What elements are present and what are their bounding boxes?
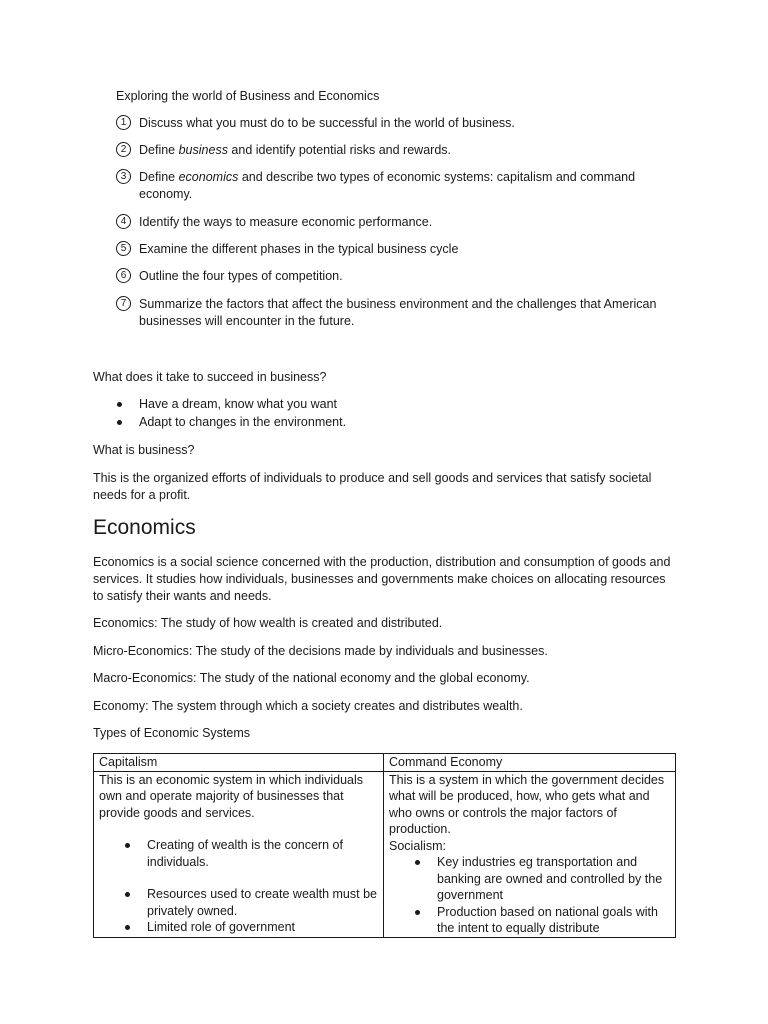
list-item: Production based on national goals with the intent to equally distribute xyxy=(389,904,670,937)
objective-number: 3 xyxy=(116,169,131,184)
command-bullets xyxy=(389,854,670,937)
table-row xyxy=(94,771,676,937)
economics-heading: Economics xyxy=(93,516,196,539)
objective-text: Outline the four types of competition. xyxy=(139,269,343,283)
objective-item xyxy=(116,296,676,330)
objective-text: Summarize the factors that affect the business environment and the challenges that American businesses will encounter in the future. xyxy=(139,297,657,328)
objective-text: Identify the ways to measure economic performance. xyxy=(139,215,433,229)
list-item: Resources used to create wealth must be privately owned. xyxy=(99,886,378,919)
objective-number: 2 xyxy=(116,142,131,157)
objective-item xyxy=(116,241,676,258)
table-header-row xyxy=(94,754,676,772)
objective-number: 5 xyxy=(116,241,131,256)
objectives-title: Exploring the world of Business and Economics xyxy=(116,89,380,103)
objective-item xyxy=(116,268,676,285)
objective-number: 6 xyxy=(116,268,131,283)
types-label: Types of Economic Systems xyxy=(93,726,251,740)
objective-text: Define economics and describe two types of economic systems: capitalism and command economy. xyxy=(139,170,636,201)
objective-text: Discuss what you must do to be successful in the world of business. xyxy=(139,116,515,130)
economic-systems-table xyxy=(93,753,676,938)
socialism-label: Socialism: xyxy=(389,838,446,853)
objective-item xyxy=(116,169,676,203)
header-capitalism: Capitalism xyxy=(94,754,384,772)
list-item: Creating of wealth is the concern of individuals. xyxy=(99,837,378,870)
list-item: Adapt to changes in the environment. xyxy=(93,414,346,432)
objective-item xyxy=(116,142,676,159)
list-item: Key industries eg transportation and banking are owned and controlled by the government xyxy=(389,854,670,904)
economics-intro: Economics is a social science concerned with the production, distribution and consumption of goods and services. It studies how individuals, businesses and governments make choices on allocating resources to satisfy their wants and needs. xyxy=(93,555,671,603)
definition-economy: Economy: The system through which a society creates and distributes wealth. xyxy=(93,699,523,713)
objective-text: Define business and identify potential risks and rewards. xyxy=(139,143,451,157)
definition-economics: Economics: The study of how wealth is created and distributed. xyxy=(93,616,443,630)
succeed-question: What does it take to succeed in business? xyxy=(93,370,327,384)
list-item: Limited role of government xyxy=(99,919,378,936)
command-description: This is a system in which the government decides what will be produced, how, who gets what and who owns or controls the major factors of production. xyxy=(389,772,665,836)
objective-number: 7 xyxy=(116,296,131,311)
list-item: Have a dream, know what you want xyxy=(93,396,346,414)
definition-micro-economics: Micro-Economics: The study of the decisions made by individuals and businesses. xyxy=(93,644,548,658)
business-question: What is business? xyxy=(93,443,195,457)
objective-number: 1 xyxy=(116,115,131,130)
capitalism-description: This is an economic system in which individuals own and operate majority of businesses that provide goods and services. xyxy=(99,772,363,820)
capitalism-cell xyxy=(94,771,384,937)
objective-item xyxy=(116,214,676,231)
business-answer: This is the organized efforts of individuals to produce and sell goods and services that satisfy societal needs for a profit. xyxy=(93,471,652,502)
header-command-economy: Command Economy xyxy=(384,754,676,772)
succeed-bullet-list xyxy=(93,396,346,432)
objective-text: Examine the different phases in the typical business cycle xyxy=(139,242,459,256)
objective-number: 4 xyxy=(116,214,131,229)
capitalism-bullets xyxy=(99,837,378,936)
objective-item xyxy=(116,115,676,132)
command-economy-cell xyxy=(384,771,676,937)
definition-macro-economics: Macro-Economics: The study of the national economy and the global economy. xyxy=(93,671,530,685)
